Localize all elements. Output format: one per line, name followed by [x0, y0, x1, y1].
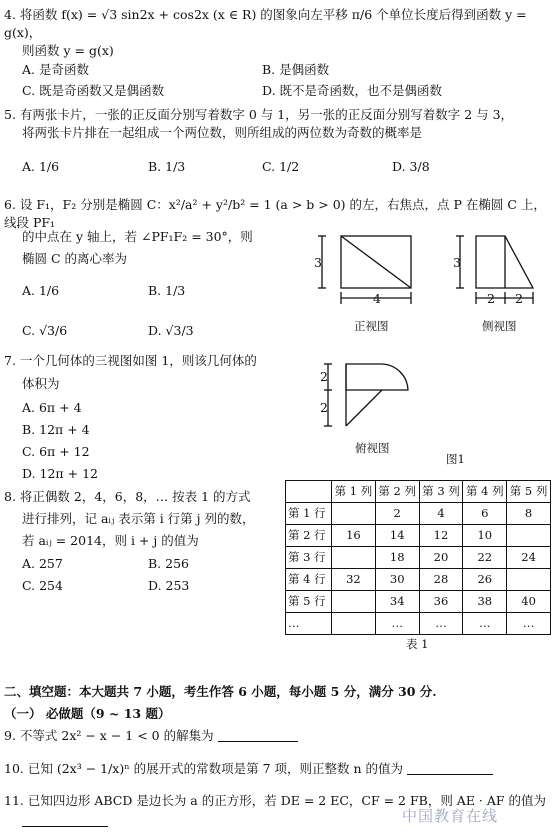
q8-option-b: B. 256: [148, 556, 189, 571]
q7-option-b: B. 12π + 4: [22, 422, 90, 437]
q8-option-a: A. 257: [22, 556, 63, 571]
table-cell: 12: [419, 525, 463, 547]
table-header-cell: [286, 481, 332, 503]
table-cell: [507, 569, 551, 591]
q4-option-b: B. 是偶函数: [262, 62, 330, 77]
question-8-stem-3: 若 aᵢⱼ = 2014，则 i + j 的值为: [22, 533, 199, 548]
table-row: [286, 503, 551, 525]
table-cell: 20: [419, 547, 463, 569]
table-cell: 6: [463, 503, 507, 525]
section-2-subtitle: （一） 必做题（9 ~ 13 题）: [4, 706, 171, 721]
front-view-diagonal: [341, 236, 411, 288]
table-header-cell: 第 4 列: [463, 481, 507, 503]
table-cell: 18: [375, 547, 419, 569]
table-1-caption: 表 1: [406, 637, 429, 651]
q7-option-a: A. 6π + 4: [22, 400, 82, 415]
question-6-stem-2: 的中点在 y 轴上，若 ∠PF₁F₂ = 30°，则: [22, 229, 253, 244]
table-cell: [332, 591, 376, 613]
table-row: [286, 591, 551, 613]
question-8-stem: 8. 将正偶数 2，4，6，8，… 按表 1 的方式: [4, 489, 251, 504]
table-cell: 第 5 行: [286, 591, 332, 613]
table-cell: 38: [463, 591, 507, 613]
section-2-title: 二、填空题：本大题共 7 小题，考生作答 6 小题，每小题 5 分，满分 30 分.: [4, 684, 437, 699]
q4-option-a: A. 是奇函数: [22, 62, 89, 77]
table-cell: [507, 525, 551, 547]
table-cell: 第 2 行: [286, 525, 332, 547]
table-row: [286, 547, 551, 569]
table-header-cell: 第 3 列: [419, 481, 463, 503]
table-cell: 16: [332, 525, 376, 547]
question-7-stem-2: 体积为: [22, 376, 60, 391]
table-cell: …: [463, 613, 507, 635]
table-cell: 40: [507, 591, 551, 613]
q4-option-d: D. 既不是奇函数，也不是偶函数: [262, 83, 443, 98]
dim-front-h: 3: [314, 255, 322, 270]
q5-option-b: B. 1/3: [148, 159, 186, 174]
table-row: [286, 525, 551, 547]
question-9-stem: 9. 不等式 2x² − x − 1 < 0 的解集为: [4, 728, 214, 743]
q6-option-c: C. √3/6: [22, 323, 68, 338]
q7-option-d: D. 12π + 12: [22, 466, 98, 481]
q8-option-d: D. 253: [148, 578, 190, 593]
question-5-stem-2: 将两张卡片排在一起组成一个两位数，则所组成的两位数为奇数的概率是: [22, 125, 423, 141]
question-10-stem: 10. 已知 (2x³ − 1/x)ⁿ 的展开式的常数项是第 7 项，则正整数 n 的值为: [4, 761, 404, 776]
question-4-stem-2: 则函数 y = g(x): [22, 43, 114, 59]
top-view-label: 俯视图: [355, 441, 390, 455]
dim-side-w1: 2: [487, 291, 495, 306]
table-cell: 24: [507, 547, 551, 569]
table-cell: 4: [419, 503, 463, 525]
question-6-stem-3: 椭圆 C 的离心率为: [22, 251, 128, 266]
table-header-cell: 第 1 列: [332, 481, 376, 503]
table-cell: 32: [332, 569, 376, 591]
question-5: [4, 106, 550, 142]
q6-option-d: D. √3/3: [148, 323, 194, 338]
q5-option-d: D. 3/8: [392, 159, 430, 174]
table-header-cell: 第 2 列: [375, 481, 419, 503]
top-view-semicircle: [346, 364, 408, 390]
question-6-stem: 6. 设 F₁，F₂ 分别是椭圆 C：x²/a² + y²/b² = 1 (a > b > 0) 的左，右焦点，点 P 在椭圆 C 上，线段 PF₁: [4, 197, 546, 231]
front-view-label: 正视图: [354, 319, 389, 333]
table-cell: 第 4 行: [286, 569, 332, 591]
q5-option-c: C. 1/2: [262, 159, 300, 174]
q4-option-c: C. 既是奇函数又是偶函数: [22, 83, 165, 98]
q5-option-a: A. 1/6: [22, 159, 60, 174]
table-cell: [332, 503, 376, 525]
table-row: [286, 569, 551, 591]
question-11-stem: 11. 已知四边形 ABCD 是边长为 a 的正方形，若 DE = 2 EC，CF = 2 FB，则 AE · AF 的值为: [4, 793, 547, 808]
question-4: [4, 6, 550, 60]
question-5-stem: 5. 有两张卡片，一张的正反面分别写着数字 0 与 1，另一张的正反面分别写着数字 2 与 3，: [4, 107, 514, 122]
table-cell: …: [507, 613, 551, 635]
dim-front-w: 4: [373, 291, 381, 306]
table-row: [286, 613, 551, 635]
question-4-stem: 4. 将函数 f(x) = √3 sin2x + cos2x (x ∈ R) 的图象向左平移 π/6 个单位长度后得到函数 y = g(x)，: [4, 7, 527, 41]
figure-1-label: 图1: [446, 452, 465, 466]
table-cell: …: [419, 613, 463, 635]
q8-option-c: C. 254: [22, 578, 63, 593]
table-cell: 30: [375, 569, 419, 591]
table-cell: 第 1 行: [286, 503, 332, 525]
table-header-row: [286, 481, 551, 503]
table-cell: [332, 613, 376, 635]
question-10: [4, 760, 493, 778]
table-cell: …: [286, 613, 332, 635]
table-cell: 14: [375, 525, 419, 547]
table-1: [285, 480, 551, 635]
watermark: 中国教育在线: [402, 807, 499, 825]
table-cell: 34: [375, 591, 419, 613]
table-cell: 22: [463, 547, 507, 569]
question-7-stem: 7. 一个几何体的三视图如图 1，则该几何体的: [4, 353, 257, 368]
question-11-blank-line: [22, 812, 108, 830]
dim-top-1: 2: [320, 369, 328, 384]
three-view-figure: [310, 226, 550, 471]
table-header-cell: 第 5 列: [507, 481, 551, 503]
dim-side-w2: 2: [515, 291, 523, 306]
q6-option-b: B. 1/3: [148, 283, 186, 298]
dim-side-h: 3: [453, 255, 461, 270]
side-view-label: 侧视图: [482, 319, 517, 333]
table-cell: 2: [375, 503, 419, 525]
dim-top-2: 2: [320, 400, 328, 415]
question-8-stem-2: 进行排列，记 aᵢⱼ 表示第 i 行第 j 列的数，: [22, 511, 255, 526]
question-9: [4, 727, 298, 745]
q11-answer-blank[interactable]: [22, 814, 108, 827]
q9-answer-blank[interactable]: [218, 729, 298, 742]
table-cell: …: [375, 613, 419, 635]
table-cell: [332, 547, 376, 569]
table-cell: 28: [419, 569, 463, 591]
q10-answer-blank[interactable]: [407, 762, 493, 775]
table-cell: 10: [463, 525, 507, 547]
table-cell: 36: [419, 591, 463, 613]
q6-option-a: A. 1/6: [22, 283, 60, 298]
table-cell: 26: [463, 569, 507, 591]
q7-option-c: C. 6π + 12: [22, 444, 90, 459]
table-cell: 8: [507, 503, 551, 525]
table-cell: 第 3 行: [286, 547, 332, 569]
